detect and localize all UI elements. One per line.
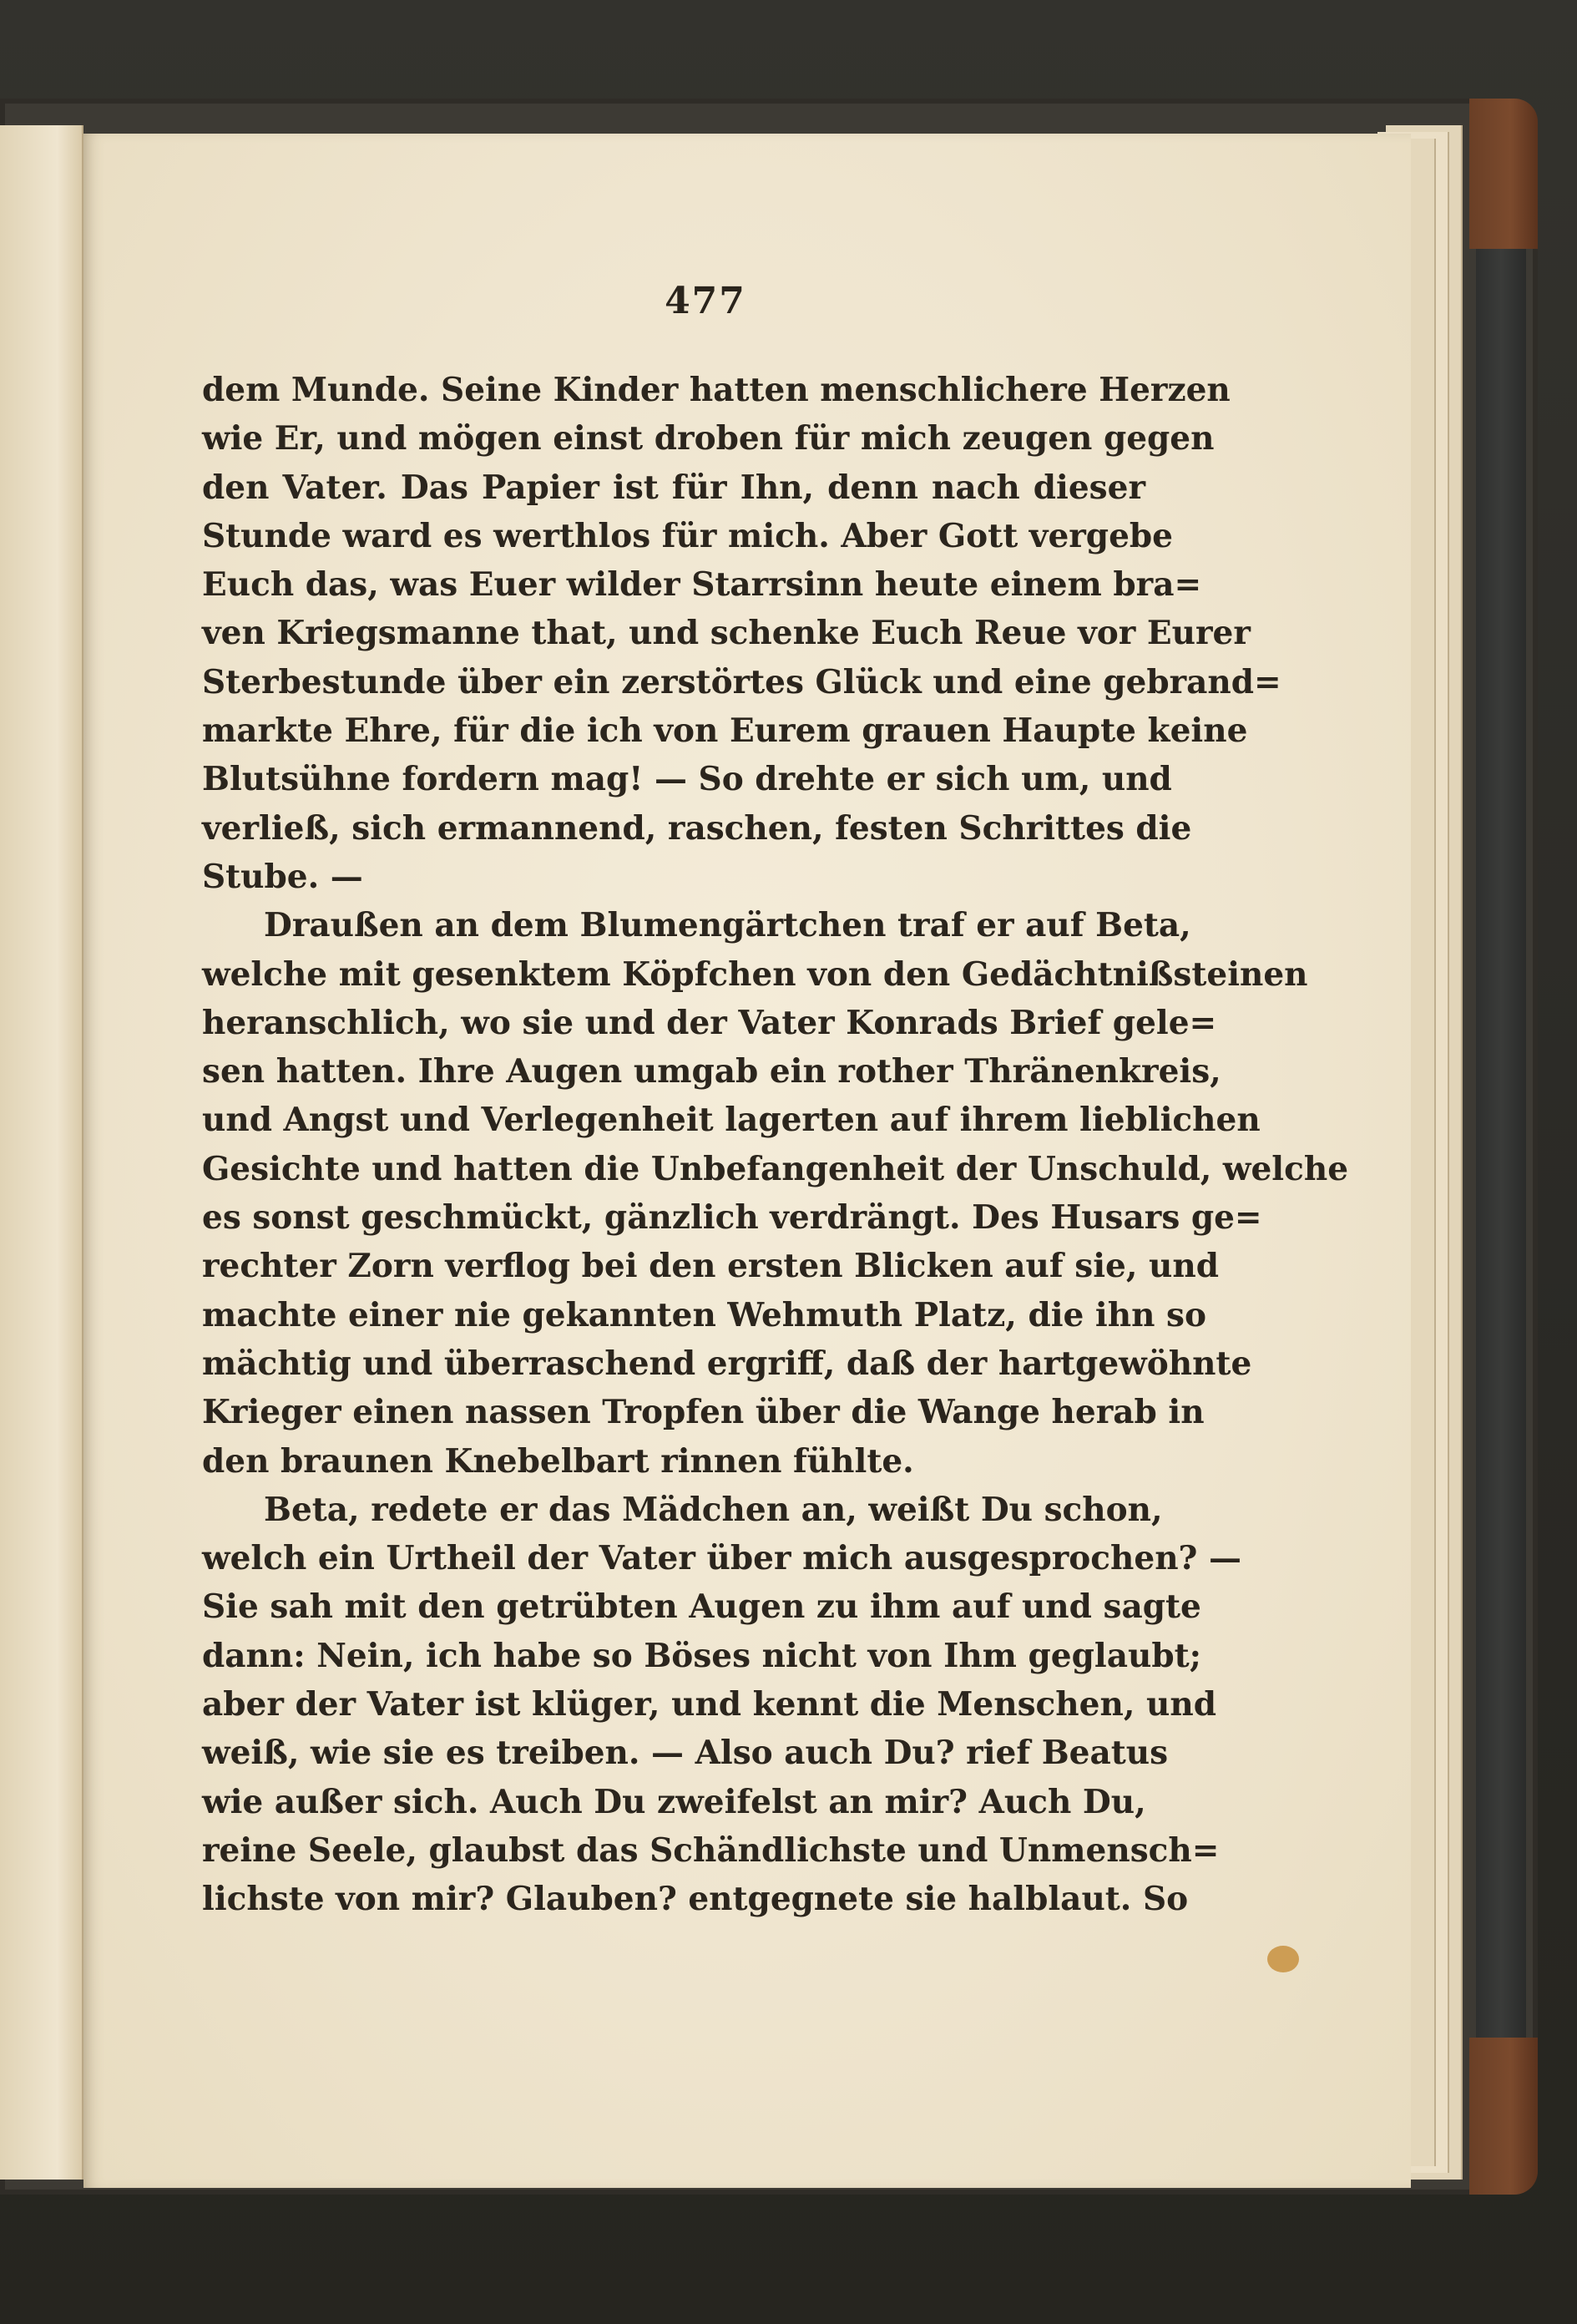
text-line: weiß, wie sie es treiben. — Also auch Du? rief Beatus — [202, 1734, 1169, 1773]
page-number: 477 — [665, 280, 746, 322]
text-line: sen hatten. Ihre Augen umgab ein rother Thränenkreis, — [202, 1052, 1221, 1091]
text-line: heranschlich, wo sie und der Vater Konrads Brief gele= — [202, 1003, 1217, 1042]
text-line: welche mit gesenktem Köpfchen von den Gedächtnißsteinen — [202, 954, 1308, 994]
cover-cloth-edge — [1476, 249, 1526, 2038]
text-line: Sie sah mit den getrübten Augen zu ihm auf und sagte — [202, 1587, 1201, 1627]
text-line: es sonst geschmückt, gänzlich verdrängt. Des Husars ge= — [202, 1198, 1262, 1238]
text-line: Blutsühne fordern mag! — So drehte er sich um, und — [202, 760, 1172, 799]
text-line: den braunen Knebelbart rinnen fühlte. — [202, 1441, 914, 1481]
paper-stain — [1267, 1946, 1299, 1972]
text-line: Krieger einen nassen Tropfen über die Wange herab in — [202, 1393, 1205, 1432]
text-line: Gesichte und hatten die Unbefangenheit der Unschuld, welche — [202, 1149, 1349, 1188]
text-line: wie Er, und mögen einst droben für mich zeugen gegen — [202, 419, 1215, 458]
text-line: rechter Zorn verflog bei den ersten Blicken auf sie, und — [202, 1247, 1219, 1286]
text-line: Euch das, was Euer wilder Starrsinn heute einem bra= — [202, 565, 1202, 605]
text-line: Sterbestunde über ein zerstörtes Glück und eine gebrand= — [202, 662, 1281, 701]
text-line: Beta, redete er das Mädchen an, weißt Du schon, — [264, 1490, 1163, 1529]
text-line: welch ein Urtheil der Vater über mich ausgesprochen? — — [202, 1539, 1241, 1578]
text-line: Stunde ward es werthlos für mich. Aber Gott vergebe — [202, 516, 1173, 555]
text-line: lichste von mir? Glauben? entgegnete sie halblaut. So — [202, 1880, 1189, 1919]
text-line: und Angst und Verlegenheit lagerten auf ihrem lieblichen — [202, 1101, 1261, 1140]
leather-corner-bottom — [1469, 2038, 1538, 2195]
page-body-text — [202, 366, 1349, 1924]
text-line: ven Kriegsmanne that, und schenke Euch Reue vor Eurer — [202, 614, 1251, 653]
text-line: dann: Nein, ich habe so Böses nicht von Ihm geglaubt; — [202, 1636, 1202, 1675]
text-line: Stube. — — [202, 857, 363, 896]
text-line: aber der Vater ist klüger, und kennt die Menschen, und — [202, 1685, 1216, 1724]
text-line: markte Ehre, für die ich von Eurem grauen Haupte keine — [202, 711, 1248, 751]
text-line: den Vater. Das Papier ist für Ihn, denn nach dieser — [202, 468, 1145, 507]
text-line: mächtig und überraschend ergriff, daß der hartgewöhnte — [202, 1344, 1252, 1383]
text-line: Draußen an dem Blumengärtchen traf er auf Beta, — [264, 906, 1191, 945]
text-line: reine Seele, glaubst das Schändlichste und Unmensch= — [202, 1830, 1220, 1870]
text-line: verließ, sich ermannend, raschen, festen Schrittes die — [202, 808, 1192, 848]
text-line: wie außer sich. Auch Du zweifelst an mir? Auch Du, — [202, 1782, 1146, 1821]
text-line: machte einer nie gekannten Wehmuth Platz, die ihn so — [202, 1295, 1207, 1334]
facing-page-edge — [0, 125, 83, 2180]
leather-corner-top — [1469, 99, 1538, 249]
text-line: dem Munde. Seine Kinder hatten menschlichere Herzen — [202, 371, 1231, 409]
